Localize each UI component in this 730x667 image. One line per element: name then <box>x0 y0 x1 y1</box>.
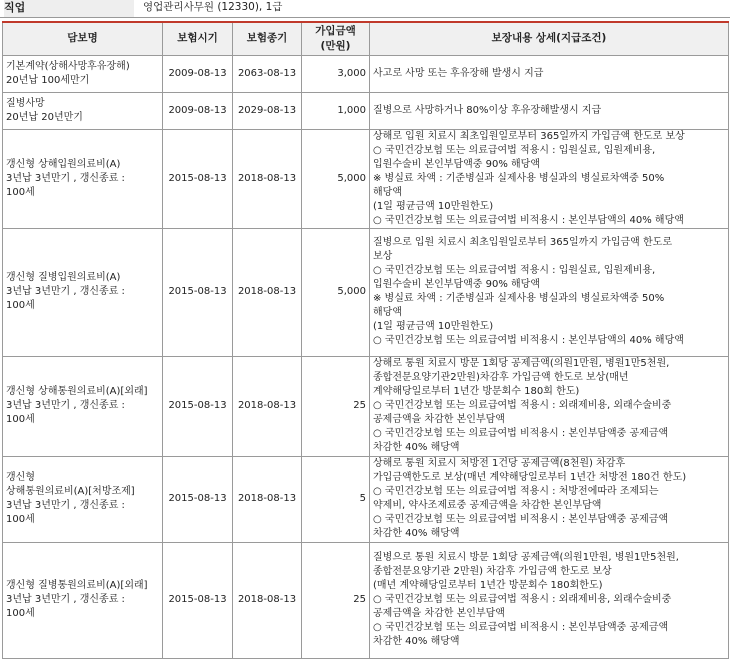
table-row <box>3 92 729 129</box>
coverage-detail <box>370 129 729 228</box>
coverage-name: 갱신형 질병입원의료비(A) 3년납 3년만기 , 갱신종료 : 100세 <box>3 228 163 356</box>
detail-line: ○ 국민건강보험 또는 의료급여법 비적용시 : 본인부담액중 공제금액 <box>373 514 669 525</box>
insured-amount: 1,000 <box>302 92 370 129</box>
end-date: 2063-08-13 <box>233 55 302 92</box>
insured-amount: 25 <box>302 542 370 658</box>
coverage-name: 기본계약(상해사망후유장해) 20년납 100세만기 <box>3 55 163 92</box>
end-date: 2018-08-13 <box>233 542 302 658</box>
coverage-name: 질병사망 20년납 20년만기 <box>3 92 163 129</box>
detail-line: 공제금액을 차감한 본인부담액 <box>373 414 505 425</box>
start-date: 2009-08-13 <box>163 92 233 129</box>
detail-line: 차감한 40% 해당액 <box>373 442 460 453</box>
detail-line: (매년 계약해당일로부터 1년간 방문회수 180회한도) <box>373 580 603 591</box>
start-date: 2015-08-13 <box>163 228 233 356</box>
coverage-detail <box>370 542 729 658</box>
table-row <box>3 542 729 658</box>
coverage-detail <box>370 456 729 542</box>
coverage-detail <box>370 55 729 92</box>
detail-line: 차감한 40% 해당액 <box>373 528 460 539</box>
coverage-table <box>2 21 729 659</box>
start-date: 2009-08-13 <box>163 55 233 92</box>
coverage-detail <box>370 92 729 129</box>
detail-line: 상해로 입원 치료시 최초입원일로부터 365일까지 가입금액 한도로 보상 <box>373 130 685 142</box>
detail-line: ○ 국민건강보험 또는 의료급여법 적용시 : 처방전에따라 조제되는 <box>373 486 659 497</box>
table-row <box>3 55 729 92</box>
detail-line: 종합전문요양기관2만원)차감후 가입금액 한도로 보상(매년 <box>373 372 629 383</box>
insured-amount: 5,000 <box>302 228 370 356</box>
insured-amount: 5 <box>302 456 370 542</box>
detail-line: 차감한 40% 해당액 <box>373 636 460 647</box>
table-row <box>3 129 729 228</box>
detail-line: ○ 국민건강보험 또는 의료급여법 적용시 : 입원실료, 입원제비용, <box>373 144 656 156</box>
col-start-date: 보험시기 <box>163 22 233 55</box>
detail-line: 사고로 사망 또는 후유장해 발생시 지급 <box>373 67 544 79</box>
detail-line: ○ 국민건강보험 또는 의료급여법 비적용시 : 본인부담액의 40% 해당액 <box>373 214 684 226</box>
insured-amount: 25 <box>302 356 370 456</box>
detail-line: 상해로 통원 치료시 처방전 1건당 공제금액(8천원) 차감후 <box>373 458 626 469</box>
coverage-name: 갱신형 상해입원의료비(A) 3년납 3년만기 , 갱신종료 : 100세 <box>3 129 163 228</box>
detail-line: 입원수술비 본인부담액중 90% 해당액 <box>373 279 541 290</box>
coverage-name: 갱신형 상해통원의료비(A)[처방조제] 3년납 3년만기 , 갱신종료 : 100세 <box>3 456 163 542</box>
detail-line: 해당액 <box>373 307 402 318</box>
detail-line: ○ 국민건강보험 또는 의료급여법 적용시 : 외래제비용, 외래수술비중 <box>373 400 672 411</box>
start-date: 2015-08-13 <box>163 129 233 228</box>
col-detail: 보장내용 상세(지급조건) <box>370 22 729 55</box>
detail-line: 공제금액을 차감한 본인부담액 <box>373 608 505 619</box>
end-date: 2018-08-13 <box>233 129 302 228</box>
detail-line: ○ 국민건강보험 또는 의료급여법 적용시 : 외래제비용, 외래수술비중 <box>373 594 672 605</box>
col-amount: 가입금액 (만원) <box>302 22 370 55</box>
detail-line: 입원수술비 본인부담액중 90% 해당액 <box>373 158 541 170</box>
detail-line: ○ 국민건강보험 또는 의료급여법 적용시 : 입원실료, 입원제비용, <box>373 265 656 276</box>
job-info-bar <box>0 0 730 18</box>
detail-line: ○ 국민건강보험 또는 의료급여법 비적용시 : 본인부담액중 공제금액 <box>373 622 669 633</box>
detail-line: ○ 국민건강보험 또는 의료급여법 비적용시 : 본인부담액중 공제금액 <box>373 428 669 439</box>
detail-line: 해당액 <box>373 186 402 198</box>
detail-line: 질병으로 사망하거나 80%이상 후유장해발생시 지급 <box>373 104 602 116</box>
detail-line: (1일 평균금액 10만원한도) <box>373 321 494 332</box>
detail-line: 보상 <box>373 251 393 262</box>
detail-line: ※ 병실료 차액 : 기준병실과 실제사용 병실과의 병실료차액중 50% <box>373 172 665 184</box>
detail-line: 가입금액한도로 보상(매년 계약해당일로부터 1년간 처방전 180건 한도) <box>373 472 687 483</box>
end-date: 2018-08-13 <box>233 456 302 542</box>
job-value: 영업관리사무원 (12330), 1급 <box>143 1 283 13</box>
coverage-name: 갱신형 상해통원의료비(A)[외래] 3년납 3년만기 , 갱신종료 : 100세 <box>3 356 163 456</box>
table-row <box>3 228 729 356</box>
detail-line: 질병으로 통원 치료시 방문 1회당 공제금액(의원1만원, 병원1만5천원, <box>373 552 679 563</box>
insured-amount: 3,000 <box>302 55 370 92</box>
job-label: 직업 <box>4 0 134 17</box>
coverage-name: 갱신형 질병통원의료비(A)[외래] 3년납 3년만기 , 갱신종료 : 100세 <box>3 542 163 658</box>
start-date: 2015-08-13 <box>163 542 233 658</box>
table-row <box>3 356 729 456</box>
start-date: 2015-08-13 <box>163 356 233 456</box>
detail-line: 계약해당일로부터 1년간 방문회수 180회 한도) <box>373 386 580 397</box>
detail-line: 약제비, 약사조제료중 공제금액을 차감한 본인부담액 <box>373 500 602 511</box>
col-end-date: 보험종기 <box>233 22 302 55</box>
col-coverage-name: 담보명 <box>3 22 163 55</box>
table-row <box>3 456 729 542</box>
coverage-detail <box>370 228 729 356</box>
end-date: 2018-08-13 <box>233 356 302 456</box>
detail-line: (1일 평균금액 10만원한도) <box>373 200 494 212</box>
start-date: 2015-08-13 <box>163 456 233 542</box>
end-date: 2029-08-13 <box>233 92 302 129</box>
detail-line: 상해로 통원 치료시 방문 1회당 공제금액(의원1만원, 병원1만5천원, <box>373 358 670 369</box>
detail-line: ○ 국민건강보험 또는 의료급여법 비적용시 : 본인부담액의 40% 해당액 <box>373 335 684 346</box>
detail-line: 종합전문요양기관 2만원) 차감후 가입금액 한도로 보상 <box>373 566 612 577</box>
end-date: 2018-08-13 <box>233 228 302 356</box>
insured-amount: 5,000 <box>302 129 370 228</box>
detail-line: 질병으로 입원 치료시 최초입원일로부터 365일까지 가입금액 한도로 <box>373 237 672 248</box>
coverage-detail <box>370 356 729 456</box>
detail-line: ※ 병실료 차액 : 기준병실과 실제사용 병실과의 병실료차액중 50% <box>373 293 665 304</box>
